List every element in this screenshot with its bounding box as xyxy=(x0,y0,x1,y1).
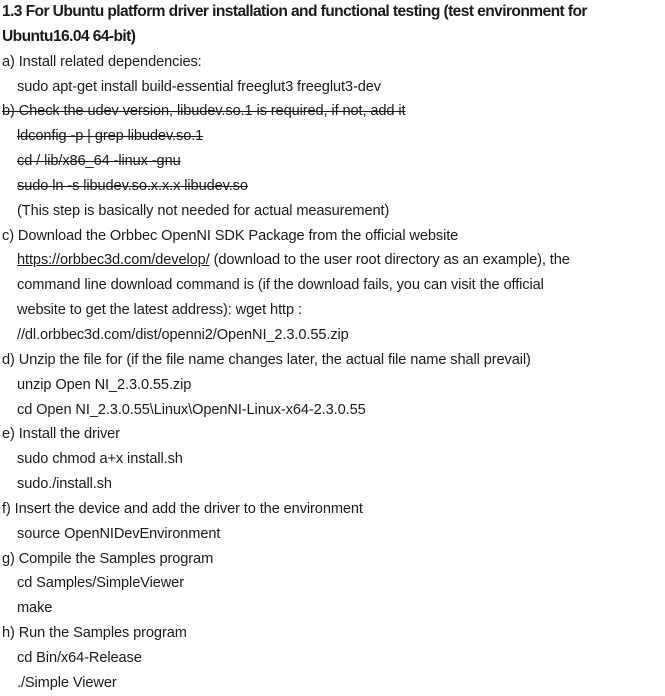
text-segment: website to get the latest address): wget http : xyxy=(17,302,302,319)
doc-line xyxy=(2,323,665,348)
doc-line xyxy=(2,298,665,323)
doc-line xyxy=(2,224,665,249)
text-segment: g) Compile the Samples program xyxy=(2,550,214,567)
doc-line xyxy=(2,75,665,100)
text-segment: cd Open NI_2.3.0.55\Linux\OpenNI-Linux-x64-2.3.0.55 xyxy=(17,401,366,418)
text-segment: command line download command is (if the download fails, you can visit the official xyxy=(17,277,544,294)
text-segment: e) Install the driver xyxy=(2,426,120,443)
doc-line xyxy=(2,522,665,547)
text-segment: sudo./install.sh xyxy=(17,476,112,493)
text-segment: unzip Open NI_2.3.0.55.zip xyxy=(17,376,192,393)
doc-line xyxy=(2,348,665,373)
text-segment: cd Bin/x64-Release xyxy=(17,649,142,666)
strikethrough-line xyxy=(2,99,665,124)
text-segment: //dl.orbbec3d.com/dist/openni2/OpenNI_2.3.0.55.zip xyxy=(17,326,349,343)
heading-line xyxy=(2,0,665,25)
doc-line xyxy=(2,547,665,572)
text-segment: 1.3 For Ubuntu platform driver installation and functional testing (test environment for xyxy=(2,3,587,20)
orbbec-develop-link[interactable]: https://orbbec3d.com/develop/ xyxy=(17,252,210,269)
text-segment: a) Install related dependencies: xyxy=(2,53,202,70)
doc-line xyxy=(2,398,665,423)
text-segment: source OpenNIDevEnvironment xyxy=(17,525,221,542)
doc-line xyxy=(2,596,665,621)
text-segment: h) Run the Samples program xyxy=(2,625,187,642)
text-segment: (This step is basically not needed for actual measurement) xyxy=(17,202,390,219)
strikethrough-line xyxy=(2,124,665,149)
doc-line xyxy=(2,571,665,596)
doc-line xyxy=(2,621,665,646)
text-segment: cd / lib/x86_64 -linux -gnu xyxy=(17,153,181,170)
doc-line xyxy=(2,248,665,273)
doc-line xyxy=(2,373,665,398)
doc-line xyxy=(2,273,665,298)
text-segment: Ubuntu16.04 64-bit) xyxy=(2,27,136,45)
text-segment: f) Insert the device and add the driver to the environment xyxy=(2,500,363,517)
strikethrough-line xyxy=(2,149,665,174)
text-segment: d) Unzip the file for (if the file name changes later, the actual file name shall prevail) xyxy=(2,351,531,368)
doc-line xyxy=(2,199,665,224)
text-segment: c) Download the Orbbec OpenNI SDK Package from the official website xyxy=(2,227,459,244)
doc-line xyxy=(2,447,665,472)
text-segment: sudo ln -s libudev.so.x.x.x libudev.so xyxy=(17,177,248,194)
doc-line xyxy=(2,50,665,75)
text-segment: make xyxy=(17,600,53,617)
doc-line xyxy=(2,422,665,447)
text-segment: sudo chmod a+x install.sh xyxy=(17,451,183,468)
text-segment: cd Samples/SimpleViewer xyxy=(17,575,184,592)
text-segment: ldconfig -p | grep libudev.so.1 xyxy=(17,128,204,145)
doc-line xyxy=(2,646,665,671)
text-segment: ./Simple Viewer xyxy=(17,674,117,691)
heading-line xyxy=(2,25,665,50)
strikethrough-line xyxy=(2,174,665,199)
doc-line xyxy=(2,472,665,497)
doc-line xyxy=(2,497,665,522)
text-segment: b) Check the udev version, libudev.so.1 is required, if not, add it xyxy=(2,103,406,120)
text-segment: (download to the user root directory as an example), the xyxy=(209,252,570,269)
doc-line xyxy=(2,671,665,696)
text-segment: sudo apt-get install build-essential freeglut3 freeglut3-dev xyxy=(17,78,381,95)
